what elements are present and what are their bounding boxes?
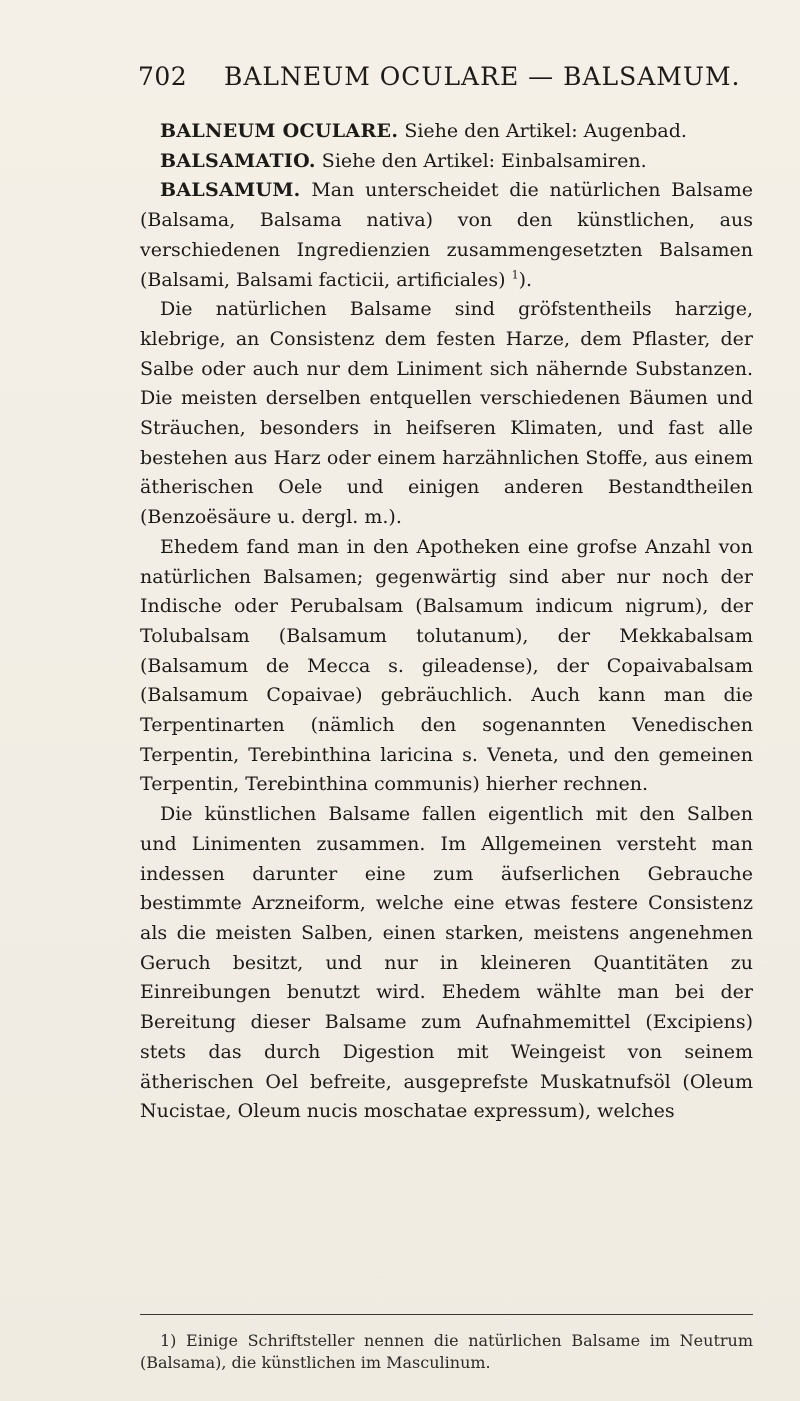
dictionary-entry (140, 147, 753, 177)
footnote-divider (140, 1314, 753, 1315)
paragraph: Die natürlichen Balsame sind gröfstentheils harzige, klebrige, an Consistenz dem festen Harze, dem Pflaster, der Salbe oder auch nur dem Liniment sich nähernde Substanzen. Die meisten derselben entquellen verschiedenen Bäumen und Sträuchen, besonders in heifseren Klimaten, und fast alle bestehen aus Harz oder einem harzähnlichen Stoffe, aus einem ätherischen Oele und einigen anderen Bestandtheilen (Benzoësäure u. dergl. m.). (140, 298, 753, 529)
paragraph: Ehedem fand man in den Apotheken eine grofse Anzahl von natürlichen Balsamen; gegenwärtig sind aber nur noch der Indische oder Perubalsam (Balsamum indicum nigrum), der Tolubalsam (Balsamum tolutanum), der Mekkabalsam (Balsamum de Mecca s. gileadense), der Copaivabalsam (Balsamum Copaivae) gebräuchlich. Auch kann man die Terpentinarten (nämlich den sogenannten Venedischen Terpentin, Terebinthina laricina s. Veneta, und den gemeinen Terpentin, Terebinthina communis) hierher rechnen. (140, 535, 753, 796)
paragraph: Die künstlichen Balsame fallen eigentlich mit den Salben und Linimenten zusammen. Im Allgemeinen versteht man indessen darunter eine zum äufserlichen Gebrauche bestimmte Arzneiform, welche eine etwas festere Consistenz als die meisten Salben, einen starken, meistens angenehmen Geruch besitzt, und nur in kleineren Quantitäten zu Einreibungen benutzt wird. Ehedem wählte man bei der Bereitung dieser Balsame zum Aufnahmemittel (Excipiens) stets das durch Digestion mit Weingeist von seinem ätherischen Oel befreite, ausgeprefste Muskatnufsöl (Oleum Nucistae, Oleum nucis moschatae expressum), welches (140, 803, 753, 1123)
footnote-reference: 1 (511, 268, 519, 282)
running-title: BALNEUM OCULARE — BALSAMUM. (224, 62, 741, 91)
entry-headword: BALSAMATIO. (160, 149, 316, 172)
footnote (140, 1330, 753, 1374)
dictionary-entry (140, 117, 753, 147)
entry-headword: BALNEUM OCULARE. (160, 120, 399, 142)
entry-text: Siehe den Artikel: Einbalsamiren. (321, 149, 647, 172)
footnote-text: Einige Schriftsteller nennen die natürlichen Balsame im Neutrum (Balsama), die künstlichen im Masculinum. (140, 1331, 753, 1372)
entry-end-punctuation: ). (518, 268, 533, 291)
page-number: 702 (138, 62, 188, 91)
page-header (138, 62, 741, 102)
entry-text: Man unterscheidet die natürlichen Balsame (Balsama, Balsama nativa) von den künstlichen, aus verschiedenen Ingredienzien zusammengesetzten Balsamen (Balsami, Balsami facticii, artificiales) (140, 179, 753, 291)
body-text (140, 117, 753, 1127)
entry-headword: BALSAMUM. (160, 179, 301, 202)
dictionary-entry (140, 176, 753, 295)
footnote-marker: 1) (160, 1331, 177, 1350)
entry-text: Siehe den Artikel: Augenbad. (404, 120, 687, 142)
